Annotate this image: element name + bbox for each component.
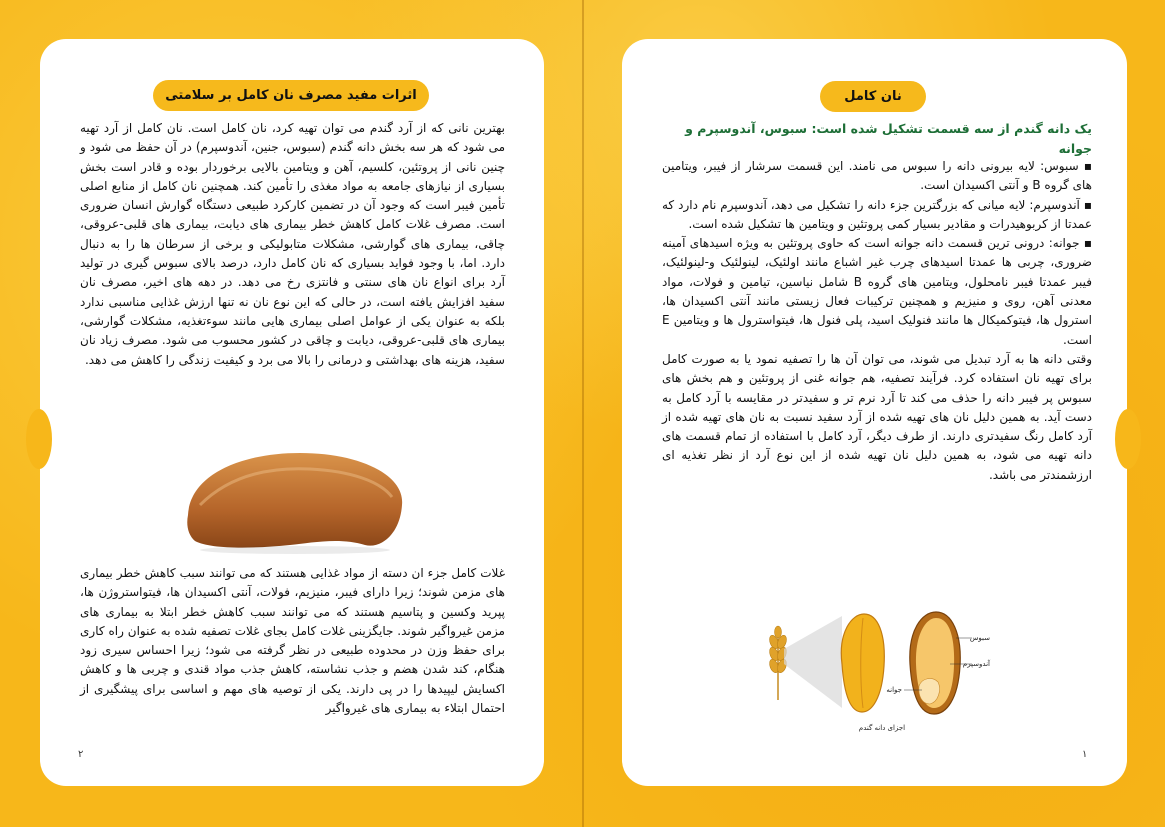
right-page — [622, 39, 1127, 786]
page-notch — [26, 409, 52, 469]
wheat-grain-heading: یک دانه گندم از سه قسمت تشکیل شده است: سبوس، آندوسپرم و جوانه — [685, 121, 1092, 156]
benefits-paragraph-2: غلات کامل جزء ان دسته از مواد غذایی هستند که می توانند سبب کاهش خطر بیماری های مزمن شوند؛ زیرا دارای فیبر، منیزیم، فولات، آنتی اکسیدان ها، فیتواستروژن ها، پپرید وکسین و پتاسیم هستند که می توانند سبب کاهش خطر ابتلا به بیماری های مزمن غیرواگیر شوند. جایگزینی غلات کامل بجای غلات تصفیه شده به عنوان راه کاری برای حفظ وزن در محدوده طبیعی در نظر گرفته می شود؛ زیرا احساس سیری زود هنگام، کند شدن هضم و جذب نشاسته، کاهش جذب مواد قندی و چربی ها و کاهش اکسایش لیپیدها را در پی دارند. یکی از توصیه های مهم و اساسی برای پیشگیری از احتمال ابتلاء به بیماری های غیرواگیر — [80, 566, 505, 716]
label-germ: جوانه — [886, 686, 902, 694]
bullet-endosperm: ▪ آندوسپرم: لایه میانی که بزرگترین جزء دانه را تشکیل می دهد، آندوسپرم نام دارد که عمدتا از کربوهیدرات و مقادیر بسیار کمی پروتئین و ویتامین ها تشکیل شده است. — [662, 197, 1092, 231]
label-bran: سبوس — [969, 634, 990, 642]
benefits-paragraph-1: بهترین نانی که از آرد گندم می توان تهیه کرد، نان کامل است. نان کامل از آرد تهیه می شود که هر سه بخش دانه گندم (سبوس، جنین، آندوسپرم) در آن حفظ می شود و چنین نانی از پروتئین، کلسیم، آهن و ویتامین بالایی برخوردار بوده و قادر است بخش بسیاری از نیازهای جامعه به مواد مغذی را تأمین کند. همچنین نان کامل از منابع اصلی تأمین فیبر است که وجود آن در تضمین کارکرد طبیعی دستگاه گوارش انسان ضروری است. مصرف غلات کامل کاهش خطر بیماری های دیابت، بیماری های قلبی-عروقی، چاقی، بیماری های گوارشی، مشکلات متابولیکی و برخی از سرطان ها را به دنبال دارد. اما، با وجود فواید بسیاری که نان کامل دارد، درصد بالای سبوس گیری در تولید آرد برای انواع نان های سنتی و فانتزی رخ می دهد. در دهه های اخیر، مصرف نان سفید افزایش یافته است، در حالی که این نوع نان نه تنها ارزش غذایی مناسبی ندارد بلکه به عنوان یکی از عوامل اصلی بیماری هایی مانند سوءتغذیه، مشکلات گوارشی، بیماری های قلبی-عروقی، دیابت و چاقی در کشور محسوب می شود. مصرف زیاد نان سفید، هزینه های بهداشتی و درمانی را بالا می برد و کیفیت زندگی را کاهش می دهد. — [80, 121, 505, 367]
left-page — [40, 39, 544, 786]
section-title-benefits: اثرات مفید مصرف نان کامل بر سلامتی — [153, 80, 429, 111]
section-title-whole-bread: نان کامل — [820, 81, 926, 112]
page-number: ۲ — [78, 749, 84, 760]
wheat-grain-body — [662, 157, 1092, 485]
wheat-grain-diagram — [732, 604, 992, 734]
book-spine — [582, 0, 584, 827]
grain-cross-section-icon — [910, 612, 960, 714]
bullet-bran: ▪ سبوس: لایه بیرونی دانه را سبوس می نامند. این قسمت سرشار از فیبر، ویتامین های گروه B و آنتی اکسیدان است. — [662, 159, 1092, 193]
whole-grain-icon — [841, 614, 884, 712]
bread-loaf-image — [180, 445, 410, 555]
refining-paragraph: وقتی دانه ها به آرد تبدیل می شوند، می توان آن ها را تصفیه نمود یا به صورت کامل برای تهیه نان استفاده کرد. فرآیند تصفیه، هم جوانه غنی از پروتئین و هم بخش های سبوس پر فیبر دانه را حذف می کند تا آرد نرم تر و سفیدتر در مقایسه با آرد کامل به دست آید. به همین دلیل نان های تهیه شده از آرد سفید نسبت به نان های تهیه شده از آرد کامل رنگ سفیدتری دارند. از طرف دیگر، آرد کامل با استفاده از تمام قسمت های دانه تهیه می شود، به همین دلیل نان تهیه شده از این نوع آرد از نظر تغذیه ای ارزشمندتر می باشد. — [662, 351, 1092, 482]
page-number: ۱ — [1082, 749, 1088, 760]
bullet-germ: ▪ جوانه: درونی ترین قسمت دانه جوانه است که حاوی پروتئین به ویژه اسیدهای آمینه ضروری، چربی ها عمدتا اسیدهای چرب غیر اشباع مانند اولئیک، لینولئیک و-لینولئیک، فیبر عمدتا فیبر نامحلول، ویتامین های گروه B شامل نیاسین، تیامین و فولات، مواد معدنی آهن، روی و منیزیم و همچنین ترکیبات فعال زیستی مانند آنتی اکسیدان ها، استرول ها، فیتوکمیکال ها مانند فنولیک اسید، پلی فنول ها، فیتواسترول ها و ویتامین E است. — [662, 236, 1092, 347]
label-endosperm: آندوسپرم — [962, 660, 990, 668]
diagram-caption: اجزای دانه گندم — [858, 724, 906, 732]
page-notch — [1115, 409, 1141, 469]
